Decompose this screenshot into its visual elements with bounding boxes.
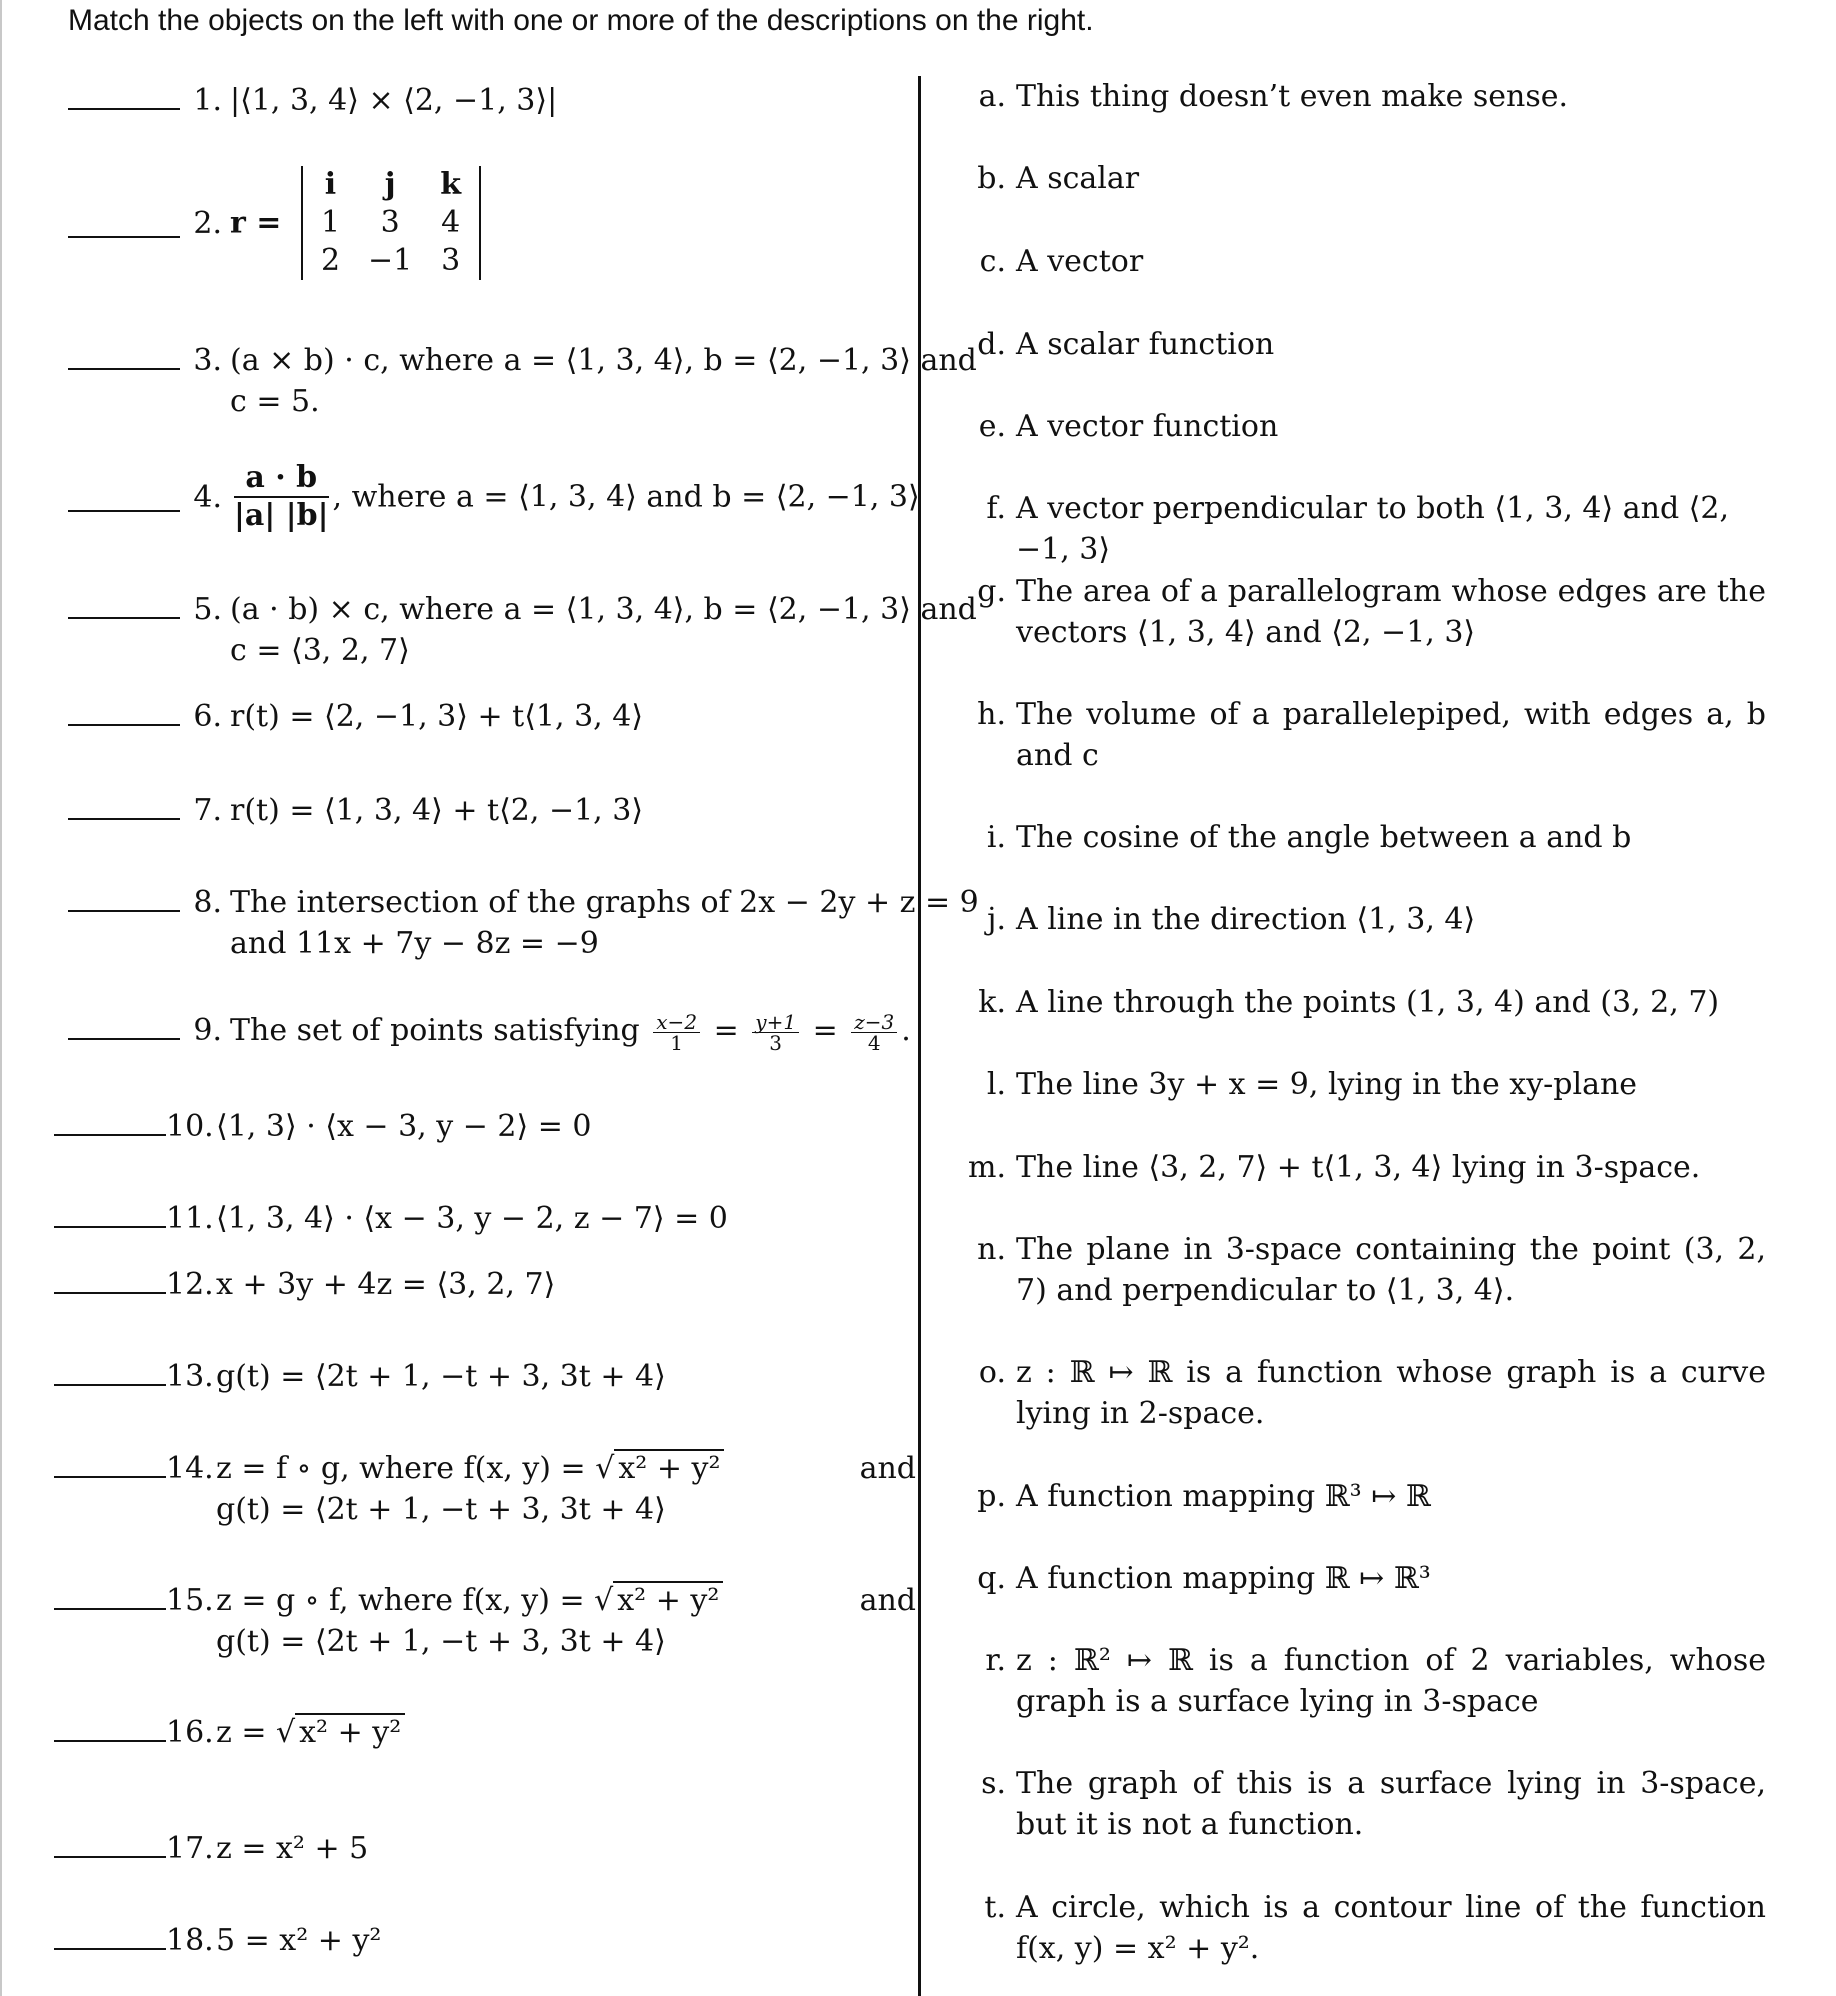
left-item-8: 8. The intersection of the graphs of 2x − 2y + z = 9 and 11x + 7y − 8z = −9 xyxy=(68,882,979,964)
left-item-13: 13.g(t) = ⟨2t + 1, −t + 3, 3t + 4⟩ xyxy=(54,1356,666,1397)
right-item-p: p. A function mapping ℝ³ ↦ ℝ xyxy=(977,1479,1431,1514)
left-item-15: 15.z = g ∘ f, where f(x, y) = √ x² + y² and g(t) = ⟨2t + 1, −t + 3, 3t + 4⟩ xyxy=(54,1580,916,1662)
right-item-a: a. This thing doesn’t even make sense. xyxy=(978,79,1569,114)
left-item-4: 4. $\frac{a \cdot b}{|a| |b|}$ , where a = ⟨1, 3, 4⟩ and b = ⟨2, −1, 3⟩ xyxy=(68,460,920,534)
left-item-10: 10.⟨1, 3⟩ · ⟨x − 3, y − 2⟩ = 0 xyxy=(54,1106,592,1147)
answer-blank[interactable] xyxy=(68,340,180,370)
right-item-i: i. The cosine of the angle between a and b xyxy=(986,820,1632,855)
right-item-j: j. A line in the direction ⟨1, 3, 4⟩ xyxy=(987,902,1476,937)
determinant-matrix: i j k 1 3 4 2 −1 3 xyxy=(301,166,481,280)
left-item-9: 9. The set of points satisfying $\frac{x-2}{1}$ = $\frac{y+1}{3}$ = $\frac{z-3}{4}$ . xyxy=(68,1010,911,1053)
left-item-16: 16.z = √ x² + y² xyxy=(54,1712,405,1753)
left-item-14: 14.z = f ∘ g, where f(x, y) = √ x² + y² and g(t) = ⟨2t + 1, −t + 3, 3t + 4⟩ xyxy=(54,1448,916,1530)
left-item-11: 11.⟨1, 3, 4⟩ · ⟨x − 3, y − 2, z − 7⟩ = 0 xyxy=(54,1198,728,1239)
answer-blank[interactable] xyxy=(54,1712,166,1742)
right-item-q: q. A function mapping ℝ ↦ ℝ³ xyxy=(977,1561,1431,1596)
answer-blank[interactable] xyxy=(68,1010,180,1040)
left-item-6: 6. r(t) = ⟨2, −1, 3⟩ + t⟨1, 3, 4⟩ xyxy=(68,696,643,737)
fraction: $\frac{x-2}{1}$ xyxy=(653,1012,700,1053)
answer-blank[interactable] xyxy=(68,208,180,238)
answer-blank[interactable] xyxy=(54,1828,166,1858)
answer-blank[interactable] xyxy=(68,696,180,726)
answer-blank[interactable] xyxy=(54,1448,166,1478)
right-item-b: b. A scalar xyxy=(977,161,1140,196)
right-item-r: r. z : ℝ² ↦ ℝ is a function of 2 variables, whose graph is a surface lying in 3-space xyxy=(985,1643,1766,1719)
left-item-2: 2. r = i j k 1 3 4 2 −1 3 xyxy=(68,166,481,280)
page-left-border xyxy=(0,0,2,1996)
left-item-17: 17.z = x² + 5 xyxy=(54,1828,368,1869)
fraction: $\frac{y+1}{3}$ xyxy=(752,1012,799,1053)
fraction: $\frac{z-3}{4}$ xyxy=(851,1012,897,1053)
answer-blank[interactable] xyxy=(54,1198,166,1228)
answer-blank[interactable] xyxy=(68,589,180,619)
answer-blank[interactable] xyxy=(54,1264,166,1294)
right-item-s: s. The graph of this is a surface lying in 3-space, but it is not a function. xyxy=(981,1766,1766,1842)
left-item-3: 3. (a × b) · c, where a = ⟨1, 3, 4⟩, b = ⟨2, −1, 3⟩ and c = 5. xyxy=(68,340,977,422)
left-item-5: 5. (a · b) × c, where a = ⟨1, 3, 4⟩, b = ⟨2, −1, 3⟩ and c = ⟨3, 2, 7⟩ xyxy=(68,589,977,671)
right-item-e: e. A vector function xyxy=(978,409,1279,444)
answer-blank[interactable] xyxy=(54,1356,166,1386)
right-item-k: k. A line through the points (1, 3, 4) and (3, 2, 7) xyxy=(978,985,1720,1020)
right-item-t: t. A circle, which is a contour line of the function f(x, y) = x² + y². xyxy=(984,1890,1766,1966)
right-item-l: l. The line 3y + x = 9, lying in the xy-plane xyxy=(986,1067,1638,1102)
instructions: Match the objects on the left with one or more of the descriptions on the right. xyxy=(68,4,1094,37)
right-item-g: g. The area of a parallelogram whose edges are the vectors ⟨1, 3, 4⟩ and ⟨2, −1, 3⟩ xyxy=(977,574,1766,650)
answer-blank[interactable] xyxy=(68,790,180,820)
right-item-m: m. The line ⟨3, 2, 7⟩ + t⟨1, 3, 4⟩ lying in 3-space. xyxy=(968,1150,1701,1185)
answer-blank[interactable] xyxy=(68,482,180,512)
fraction: $\frac{a \cdot b}{|a| |b|}$ xyxy=(234,460,329,533)
answer-blank[interactable] xyxy=(54,1920,166,1950)
right-item-h: h. The volume of a parallelepiped, with edges a, b and c xyxy=(977,697,1766,773)
answer-blank[interactable] xyxy=(68,80,180,110)
right-item-c: c. A vector xyxy=(979,244,1144,279)
answer-blank[interactable] xyxy=(54,1580,166,1610)
right-item-f: f. A vector perpendicular to both ⟨1, 3, 4⟩ and ⟨2, −1, 3⟩ xyxy=(986,491,1730,567)
left-item-12: 12.x + 3y + 4z = ⟨3, 2, 7⟩ xyxy=(54,1264,555,1305)
right-item-o: o. z : ℝ ↦ ℝ is a function whose graph is a curve lying in 2-space. xyxy=(978,1355,1766,1431)
right-item-n: n. The plane in 3-space containing the point (3, 2, 7) and perpendicular to ⟨1, 3, 4⟩. xyxy=(977,1232,1766,1308)
right-item-d: d. A scalar function xyxy=(977,327,1275,362)
left-item-1: 1. |⟨1, 3, 4⟩ × ⟨2, −1, 3⟩| xyxy=(68,80,557,121)
answer-blank[interactable] xyxy=(68,882,180,912)
left-item-7: 7. r(t) = ⟨1, 3, 4⟩ + t⟨2, −1, 3⟩ xyxy=(68,790,643,831)
left-item-18: 18.5 = x² + y² xyxy=(54,1920,381,1961)
answer-blank[interactable] xyxy=(54,1106,166,1136)
